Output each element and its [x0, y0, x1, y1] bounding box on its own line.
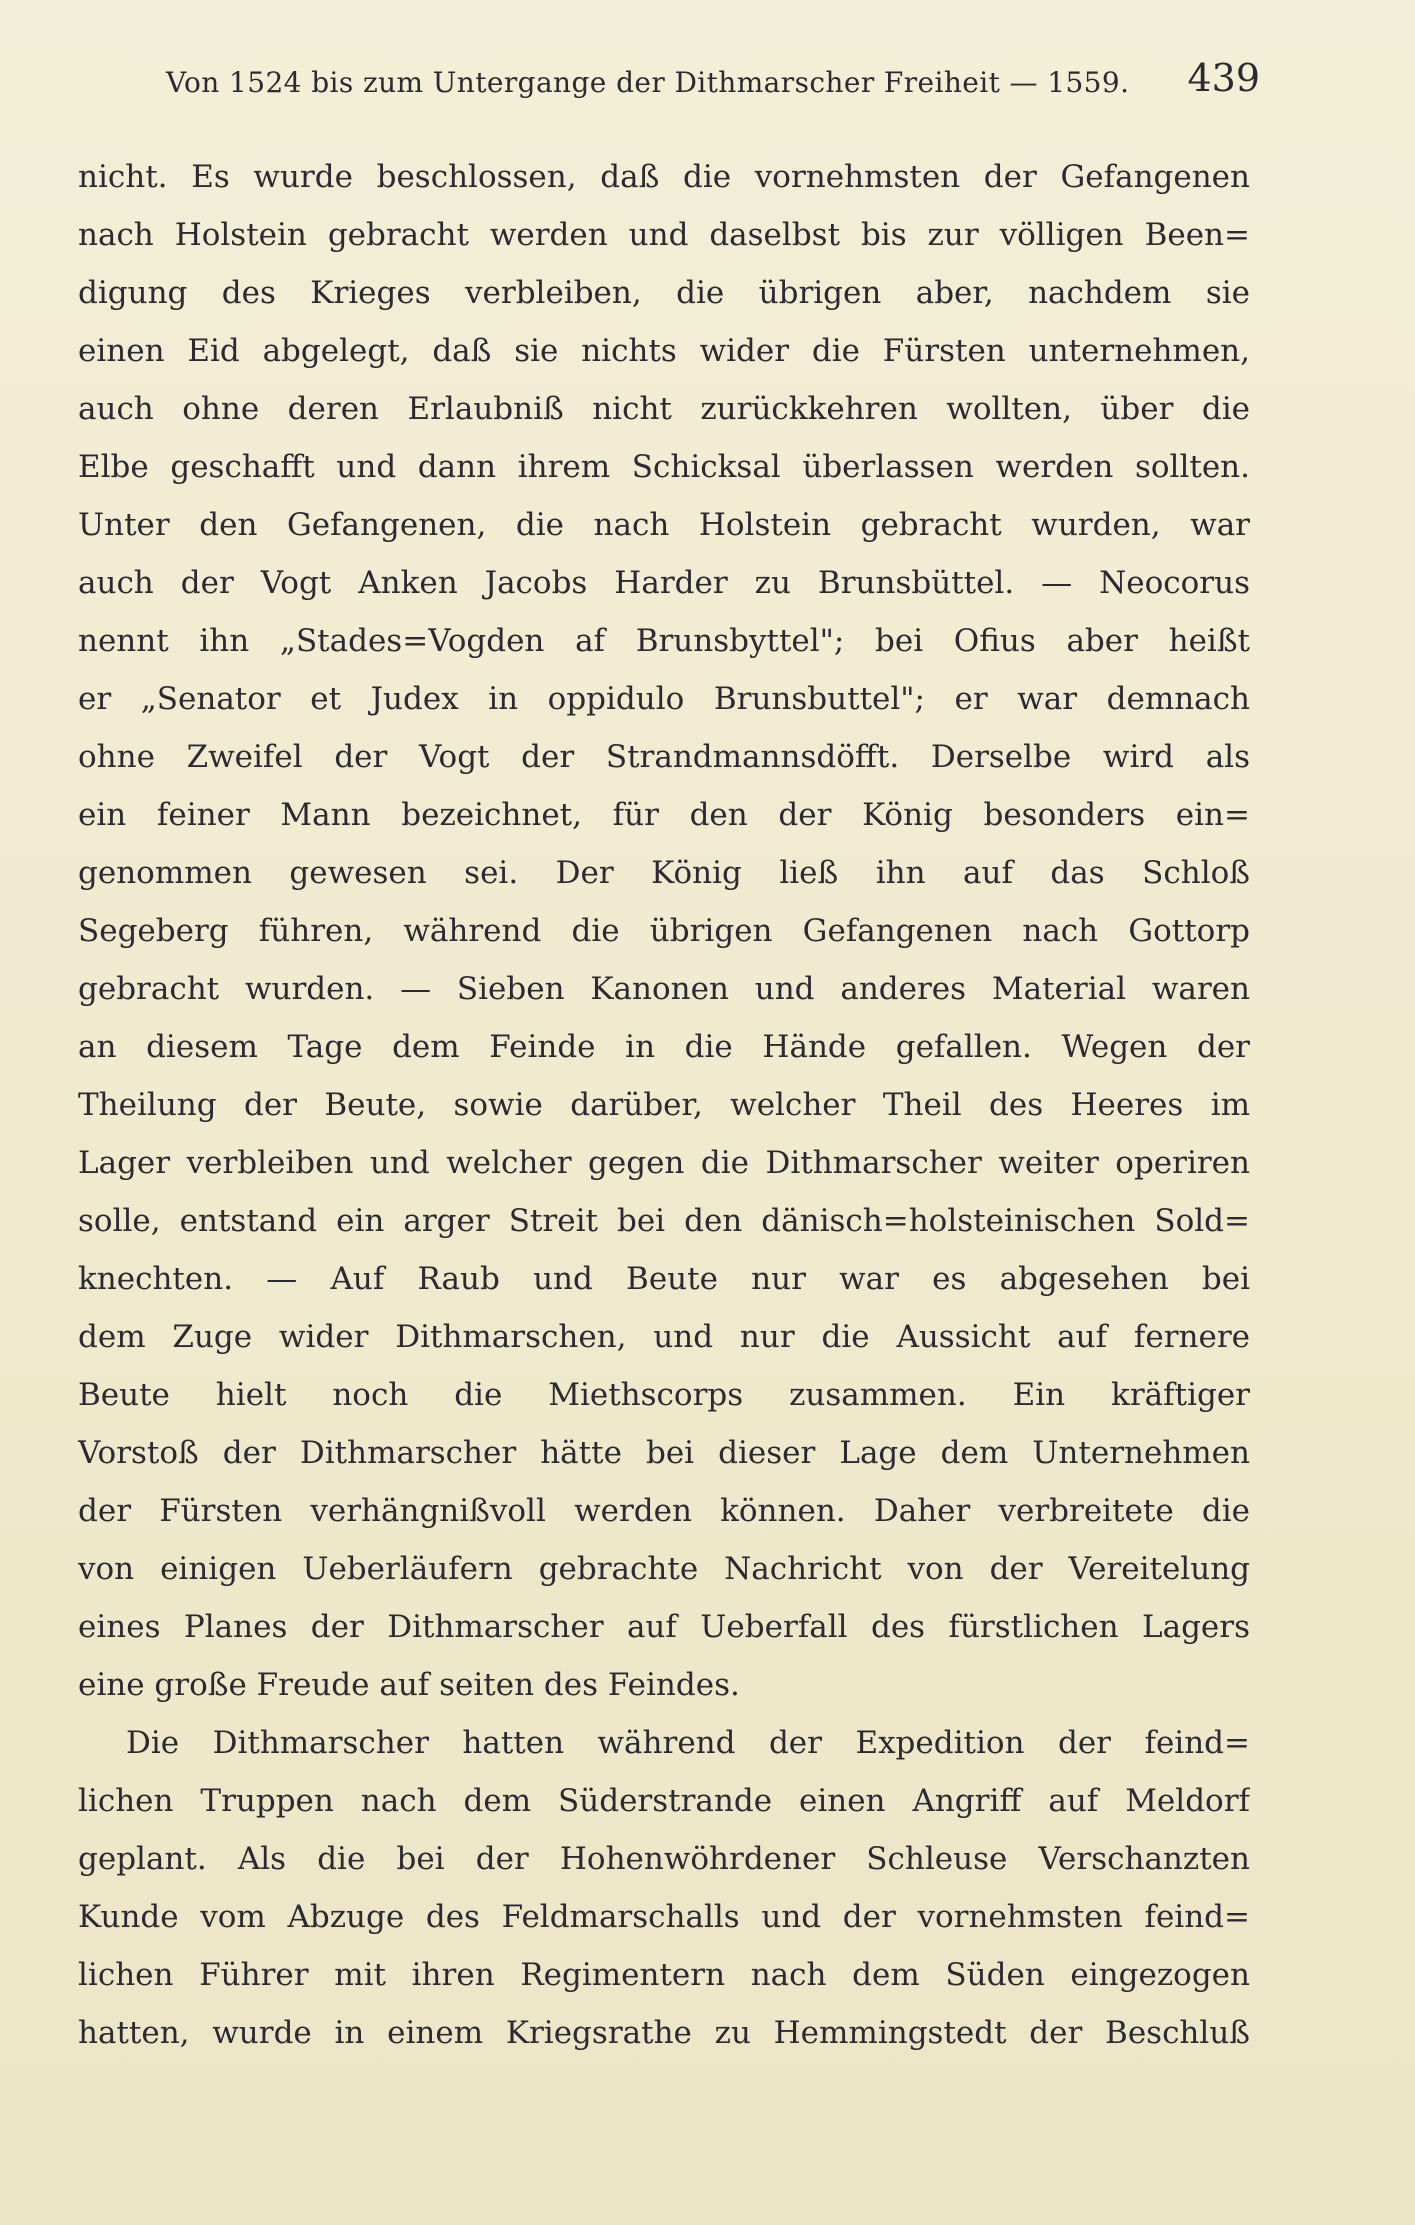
text-line: gebracht wurden. — Sieben Kanonen und anderes Material waren	[78, 971, 1250, 1007]
text-line: ein feiner Mann bezeichnet, für den der König besonders ein=	[78, 797, 1250, 833]
text-line: auch ohne deren Erlaubniß nicht zurückkehren wollten, über die	[78, 391, 1250, 427]
text-line: der Fürsten verhängnißvoll werden können. Daher verbreitete die	[78, 1493, 1250, 1529]
text-line: einen Eid abgelegt, daß sie nichts wider die Fürsten unternehmen,	[78, 333, 1250, 369]
text-line: Elbe geschafft und dann ihrem Schicksal überlassen werden sollten.	[78, 449, 1250, 485]
paragraph	[78, 148, 1250, 1714]
text-line: Kunde vom Abzuge des Feldmarschalls und der vornehmsten feind=	[78, 1899, 1250, 1935]
text-line: hatten, wurde in einem Kriegsrathe zu Hemmingstedt der Beschluß	[78, 2015, 1250, 2051]
text-line: nennt ihn „Stades=Vogden af Brunsbyttel"; bei Ofius aber heißt	[78, 623, 1250, 659]
text-line: Unter den Gefangenen, die nach Holstein gebracht wurden, war	[78, 507, 1250, 543]
text-line: ohne Zweifel der Vogt der Strandmannsdöfft. Derselbe wird als	[78, 739, 1250, 775]
paragraph	[78, 1714, 1250, 2062]
text-line: von einigen Ueberläufern gebrachte Nachricht von der Vereitelung	[78, 1551, 1250, 1587]
text-line: lichen Führer mit ihren Regimentern nach dem Süden eingezogen	[78, 1957, 1250, 1993]
text-line: Theilung der Beute, sowie darüber, welcher Theil des Heeres im	[78, 1087, 1250, 1123]
text-line: digung des Krieges verbleiben, die übrigen aber, nachdem sie	[78, 275, 1250, 311]
running-head	[160, 56, 1260, 106]
text-line: Beute hielt noch die Miethscorps zusammen. Ein kräftiger	[78, 1377, 1250, 1413]
text-line: er „Senator et Judex in oppidulo Brunsbuttel"; er war demnach	[78, 681, 1250, 717]
text-line: solle, entstand ein arger Streit bei den dänisch=holsteinischen Sold=	[78, 1203, 1250, 1239]
text-line: Lager verbleiben und welcher gegen die Dithmarscher weiter operiren	[78, 1145, 1250, 1181]
body-text	[78, 148, 1250, 2062]
running-head-title: Von 1524 bis zum Untergange der Dithmarscher Freiheit — 1559.	[166, 66, 1130, 99]
text-line: eine große Freude auf seiten des Feindes.	[78, 1667, 740, 1703]
text-line: Die Dithmarscher hatten während der Expedition der feind=	[126, 1725, 1250, 1761]
text-line: eines Planes der Dithmarscher auf Ueberfall des fürstlichen Lagers	[78, 1609, 1250, 1645]
text-line: nicht. Es wurde beschlossen, daß die vornehmsten der Gefangenen	[78, 159, 1250, 195]
text-line: geplant. Als die bei der Hohenwöhrdener Schleuse Verschanzten	[78, 1841, 1250, 1877]
text-line: genommen gewesen sei. Der König ließ ihn auf das Schloß	[78, 855, 1250, 891]
page-number: 439	[1187, 56, 1260, 100]
text-line: lichen Truppen nach dem Süderstrande einen Angriff auf Meldorf	[78, 1783, 1250, 1819]
text-line: auch der Vogt Anken Jacobs Harder zu Brunsbüttel. — Neocorus	[78, 565, 1250, 601]
paragraphs	[78, 148, 1250, 2062]
text-line: Segeberg führen, während die übrigen Gefangenen nach Gottorp	[78, 913, 1250, 949]
text-line: Vorstoß der Dithmarscher hätte bei dieser Lage dem Unternehmen	[78, 1435, 1250, 1471]
text-line: an diesem Tage dem Feinde in die Hände gefallen. Wegen der	[78, 1029, 1250, 1065]
text-line: dem Zuge wider Dithmarschen, und nur die Aussicht auf fernere	[78, 1319, 1250, 1355]
text-line: knechten. — Auf Raub und Beute nur war es abgesehen bei	[78, 1261, 1250, 1297]
text-line: nach Holstein gebracht werden und daselbst bis zur völligen Been=	[78, 217, 1250, 253]
